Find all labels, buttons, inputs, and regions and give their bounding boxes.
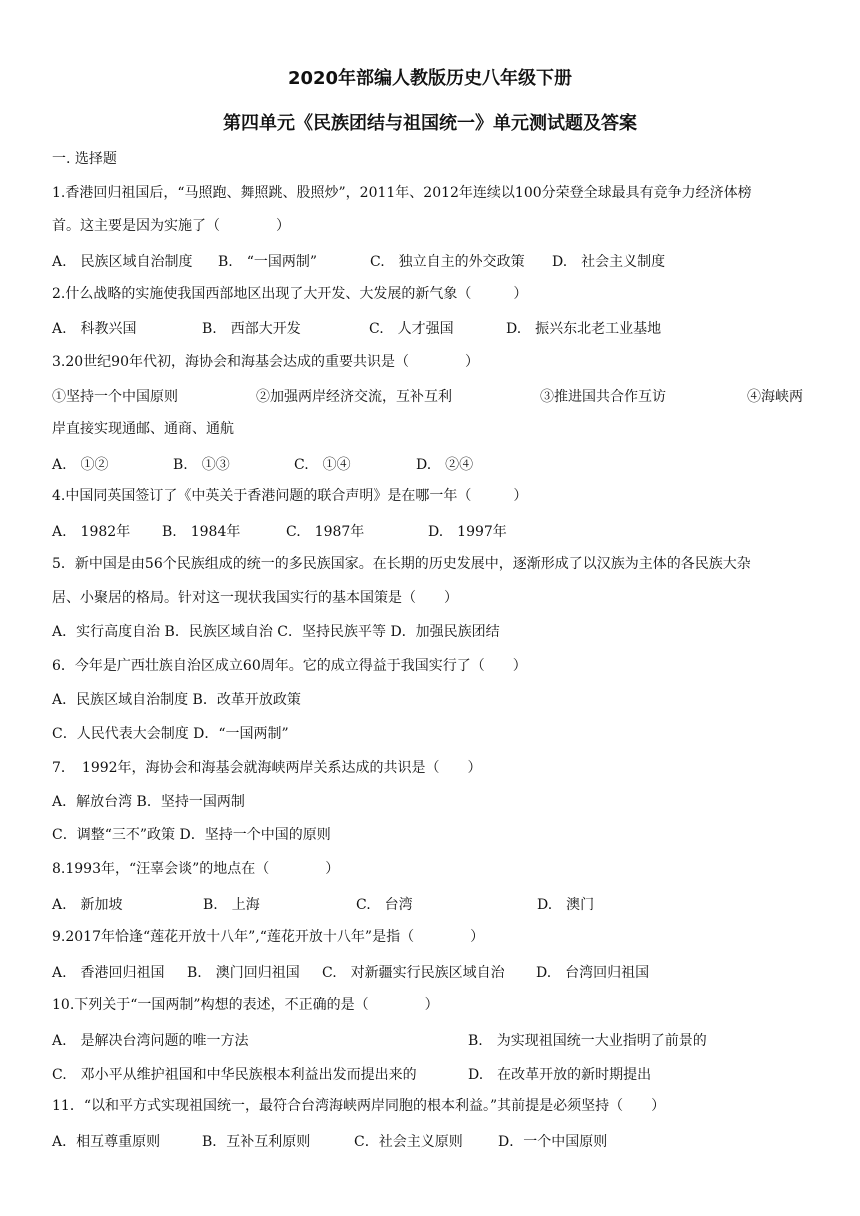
question-2: 2.什么战略的实施使我国西部地区出现了大开发、大发展的新气象（ ） — [52, 286, 528, 302]
option-b: B. ①③ — [173, 457, 230, 473]
option-a: A. 新加坡 — [52, 897, 123, 913]
option-d: D. 在改革开放的新时期提出 — [468, 1067, 652, 1083]
option-c: C. 独立自主的外交政策 — [370, 254, 525, 270]
question-3: 3.20世纪90年代初，海协会和海基会达成的重要共识是（ ） — [52, 354, 479, 370]
question-11: 11．“以和平方式实现祖国统一，最符合台湾海峡两岸同胞的根本利益。”其前提是必须坚持（ ） — [52, 1098, 666, 1114]
option-c: C．社会主义原则 — [354, 1134, 463, 1150]
question-2-options — [52, 318, 812, 336]
question-10: 10.下列关于“一国两制”构想的表述，不正确的是（ ） — [52, 997, 439, 1013]
option-d: D. 振兴东北老工业基地 — [506, 321, 662, 337]
option-d: D. 台湾回归祖国 — [536, 965, 650, 981]
statement-1: ①坚持一个中国原则 — [52, 389, 178, 405]
option-d: D. ②④ — [416, 457, 474, 473]
question-6: 6．今年是广西壮族自治区成立60周年。它的成立得益于我国实行了（ ） — [52, 658, 527, 674]
question-9-options — [52, 962, 812, 980]
question-3-statements — [52, 386, 812, 404]
option-a: A. 民族区域自治制度 — [52, 254, 193, 270]
question-8-options — [52, 894, 812, 912]
statement-2: ②加强两岸经济交流，互补互利 — [256, 389, 452, 405]
question-5-line-2: 居、小聚居的格局。针对这一现状我国实行的基本国策是（ ） — [52, 590, 458, 606]
question-8: 8.1993年，“汪辜会谈”的地点在（ ） — [52, 861, 340, 877]
option-b: B. 1984年 — [162, 524, 241, 540]
question-4-options — [52, 521, 812, 539]
question-1-options — [52, 251, 812, 269]
question-3-options — [52, 454, 812, 472]
question-9: 9.2017年恰逢“莲花开放十八年”,“莲花开放十八年”是指（ ） — [52, 929, 485, 945]
option-c: C. 台湾 — [356, 897, 413, 913]
question-5-line-1: 5．新中国是由56个民族组成的统一的多民族国家。在长期的历史发展中，逐渐形成了以汉族为主体的各民族大杂 — [52, 556, 751, 572]
option-c: C. 对新疆实行民族区域自治 — [322, 965, 505, 981]
question-5-options: A．实行高度自治 B．民族区域自治 C．坚持民族平等 D．加强民族团结 — [52, 624, 500, 640]
question-6-options-row-1: A．民族区域自治制度 B．改革开放政策 — [52, 692, 301, 708]
option-b: B. “一国两制” — [218, 254, 318, 270]
question-1-line-2: 首。这主要是因为实施了（ ） — [52, 218, 290, 234]
statement-3: ③推进国共合作互访 — [540, 389, 666, 405]
question-7-options-row-1: A．解放台湾 B．坚持一国两制 — [52, 794, 245, 810]
question-1-line-1: 1.香港回归祖国后，“马照跑、舞照跳、股照炒”，2011年、2012年连续以100分荣登全球最具有竞争力经济体榜 — [52, 185, 752, 201]
option-a: A．相互尊重原则 — [52, 1134, 161, 1150]
question-7: 7． 1992年，海协会和海基会就海峡两岸关系达成的共识是（ ） — [52, 760, 482, 776]
document-title: 2020年部编人教版历史八年级下册 — [287, 68, 573, 89]
option-c: C. 人才强国 — [369, 321, 454, 337]
option-c: C. 邓小平从维护祖国和中华民族根本利益出发而提出来的 — [52, 1067, 417, 1083]
question-7-options-row-2: C．调整“三不”政策 D．坚持一个中国的原则 — [52, 827, 331, 843]
option-c: C. 1987年 — [286, 524, 365, 540]
option-d: D. 1997年 — [428, 524, 507, 540]
option-a: A. 香港回归祖国 — [52, 965, 165, 981]
question-4: 4.中国同英国签订了《中英关于香港问题的联合声明》是在哪一年（ ） — [52, 488, 528, 504]
option-d: D. 社会主义制度 — [552, 254, 666, 270]
question-3-statement-4-continued: 岸直接实现通邮、通商、通航 — [52, 421, 234, 437]
document-subtitle: 第四单元《民族团结与祖国统一》单元测试题及答案 — [223, 113, 637, 134]
option-a: A. 1982年 — [52, 524, 131, 540]
option-b: B. 澳门回归祖国 — [187, 965, 300, 981]
section-heading: 一. 选择题 — [52, 151, 117, 167]
option-b: B．互补互利原则 — [202, 1134, 311, 1150]
option-a: A. ①② — [52, 457, 109, 473]
statement-4: ④海峡两 — [747, 389, 803, 405]
option-d: D. 澳门 — [537, 897, 595, 913]
question-11-options — [52, 1131, 812, 1149]
option-a: A. 科教兴国 — [52, 321, 137, 337]
option-c: C. ①④ — [294, 457, 351, 473]
option-d: D．一个中国原则 — [498, 1134, 608, 1150]
option-b: B. 西部大开发 — [202, 321, 301, 337]
option-a: A. 是解决台湾问题的唯一方法 — [52, 1033, 249, 1049]
question-10-options-row-2 — [52, 1064, 812, 1082]
question-10-options-row-1 — [52, 1030, 812, 1048]
option-b: B. 为实现祖国统一大业指明了前景的 — [468, 1033, 707, 1049]
question-6-options-row-2: C．人民代表大会制度 D．“一国两制” — [52, 726, 289, 742]
option-b: B. 上海 — [203, 897, 260, 913]
